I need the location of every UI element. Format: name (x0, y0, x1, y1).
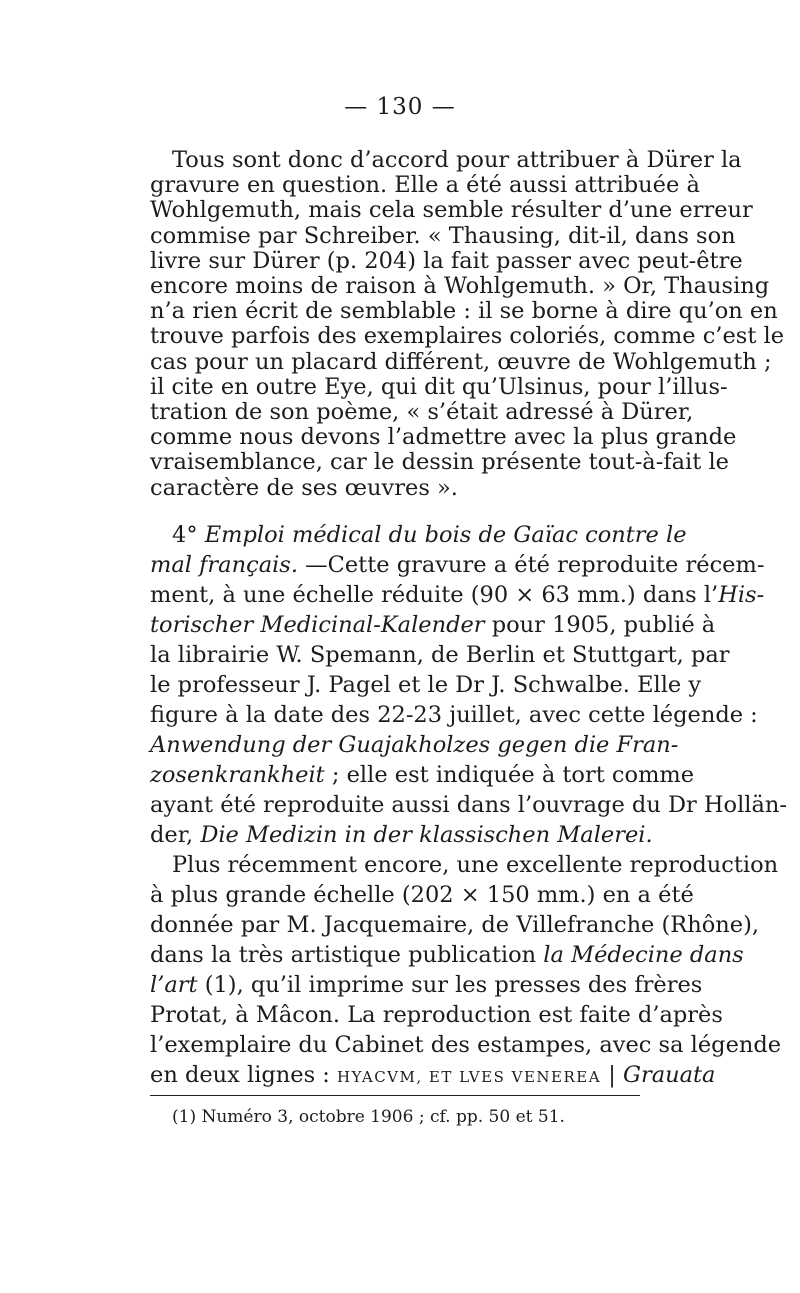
text-line: comme nous devons l’admettre avec la plus grande (150, 424, 737, 451)
section-number: 4° (172, 522, 198, 548)
text-line: trouve parfois des exemplaires coloriés, comme c’est le (150, 323, 785, 350)
publication-title-end: l’art (150, 972, 198, 998)
book-title: torischer Medicinal-Kalender (150, 612, 485, 638)
text-line: commise par Schreiber. « Thausing, dit-il, dans son (150, 222, 736, 249)
text-line: l’exemplaire du Cabinet des estampes, avec sa légende (150, 1032, 782, 1058)
text-line: donnée par M. Jacquemaire, de Villefranche (Rhône), (150, 912, 760, 938)
text-line: Tous sont donc d’accord pour attribuer à Dürer la (172, 147, 742, 173)
text-line: vraisemblance, car le dessin présente tout-à-fait le (150, 449, 729, 476)
text-line: à plus grande échelle (202 × 150 mm.) en a été (150, 882, 694, 908)
text-line: zosenkrankheit ; elle est indiquée à tort comme (150, 762, 695, 788)
text-line: Wohlgemuth, mais cela semble résulter d’une erreur (150, 197, 753, 224)
text-line: la librairie W. Spemann, de Berlin et Stuttgart, par (150, 642, 730, 668)
legend-word: Grauata (622, 1062, 716, 1088)
small-caps-legend: HYACVM, ET LVES VENEREA (337, 1068, 602, 1086)
section-title: Emploi médical du bois de Gaïac contre le (204, 522, 687, 548)
footnote: (1) Numéro 3, octobre 1906 ; cf. pp. 50 et 51. (172, 1107, 565, 1127)
text-line: l’art (1), qu’il imprime sur les presses des frères (150, 972, 703, 998)
book-title: His- (718, 582, 765, 608)
text-line: dans la très artistique publication la Médecine dans (150, 942, 744, 968)
text-line: cas pour un placard différent, œuvre de Wohlgemuth ; (150, 348, 772, 375)
text-line: ment, à une échelle réduite (90 × 63 mm.) dans l’His- (150, 582, 765, 608)
text-line: gravure en question. Elle a été aussi attribuée à (150, 172, 700, 199)
text-line: mal français. —Cette gravure a été reproduite récem- (150, 552, 765, 578)
text-line: le professeur J. Pagel et le Dr J. Schwalbe. Elle y (150, 672, 702, 698)
text-line: il cite en outre Eye, qui dit qu’Ulsinus, pour l’illus- (150, 373, 728, 400)
footnote-rule (150, 1095, 640, 1096)
text-line: ayant été reproduite aussi dans l’ouvrage du Dr Hollän- (150, 792, 787, 818)
text-line: livre sur Dürer (p. 204) la fait passer avec peut-être (150, 247, 743, 274)
legend-line: Anwendung der Guajakholzes gegen die Fran- (150, 732, 679, 758)
text-line: Protat, à Mâcon. La reproduction est faite d’après (150, 1002, 723, 1028)
section-title-end: mal français. (150, 552, 298, 578)
text-line: n’a rien écrit de semblable : il se borne à dire qu’on en (150, 298, 778, 325)
text-line: tration de son poème, « s’était adressé à Dürer, (150, 399, 694, 425)
text-line: caractère de ses œuvres ». (150, 474, 458, 501)
text-line (172, 520, 687, 550)
text-line: figure à la date des 22-23 juillet, avec cette légende : (150, 702, 758, 728)
text-line: der, Die Medizin in der klassischen Malerei. (150, 822, 653, 848)
text-line: torischer Medicinal-Kalender pour 1905, publié à (150, 612, 716, 638)
text-line: en deux lignes : HYACVM, ET LVES VENEREA | Grauata (150, 1062, 716, 1088)
text-line: encore moins de raison à Wohlgemuth. » Or, Thausing (150, 273, 770, 299)
page-number: — 130 — (344, 94, 456, 120)
book-title: Die Medizin in der klassischen Malerei. (200, 822, 653, 848)
legend-end: zosenkrankheit (150, 762, 325, 788)
text-line: Plus récemment encore, une excellente reproduction (172, 852, 779, 878)
publication-title: la Médecine dans (543, 942, 744, 968)
